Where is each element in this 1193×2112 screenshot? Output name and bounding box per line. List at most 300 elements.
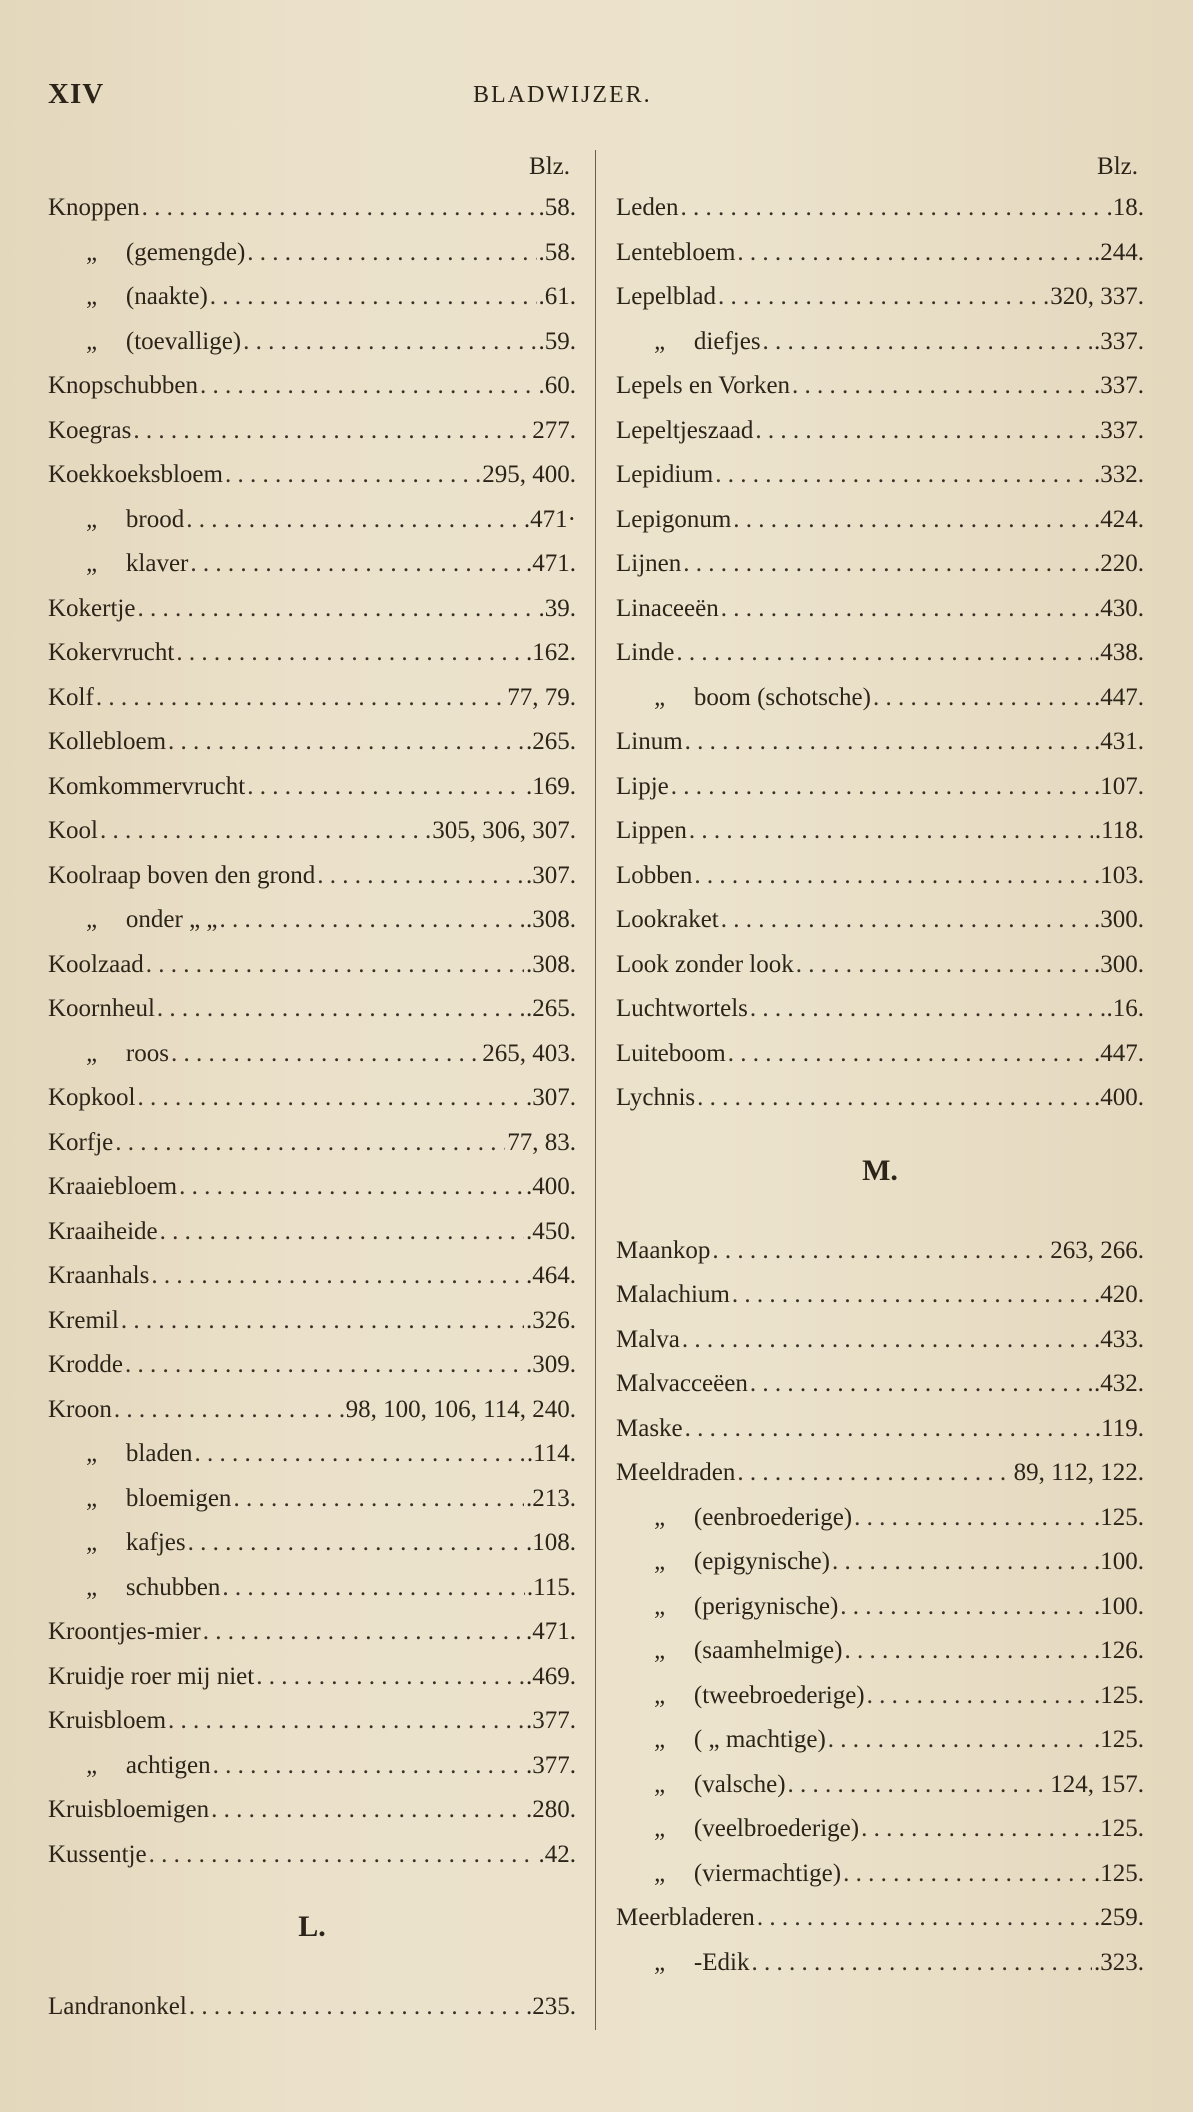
entry-pages: .58. [538,194,576,221]
dot-leader [682,1318,1092,1363]
entry-term: diefjes [693,327,761,355]
entry-pages: .438. [1094,639,1144,666]
entry-term: Kool [48,817,98,844]
index-entry [616,1229,1144,1274]
index-entry [48,1655,576,1700]
dot-leader [788,1763,1049,1808]
ditto-mark: „ [654,1592,668,1620]
entry-term: (valsche) [693,1770,786,1798]
ditto-mark: „ [86,906,100,933]
entry-term: Lookraket [616,906,719,933]
index-entry [48,186,576,231]
entry-term: (viermachtige) [693,1859,842,1887]
entry-pages: .125. [1094,1681,1144,1709]
ditto-mark: „ [86,283,100,310]
index-entry [616,1941,1144,1986]
ditto-mark: „ [86,238,100,266]
entry-term: Lijnen [616,550,682,577]
dot-leader [840,1585,1092,1630]
index-entry [616,1674,1144,1719]
index-entry [616,943,1144,988]
index-entry [616,1318,1144,1363]
index-entry [48,1566,576,1611]
index-entry [48,231,576,276]
dot-leader [685,720,1092,765]
dot-leader [96,676,505,721]
dot-leader [763,320,1092,365]
entry-pages: .58. [538,238,576,266]
index-entry [48,409,576,454]
entry-pages: 77, 79. [507,683,576,711]
entry-term: Linum [616,728,683,755]
index-entry [616,1852,1144,1897]
index-entry [48,898,576,943]
entry-term: Knoppen [48,194,140,221]
blz-label: Blz. [529,153,570,180]
dot-leader [755,409,1092,454]
ditto-mark: „ [654,1637,668,1664]
index-entry [616,631,1144,676]
dot-leader [213,1744,524,1789]
index-entry [616,1032,1144,1077]
dot-leader [873,676,1092,721]
dot-leader [203,1610,524,1655]
index-entry [616,1807,1144,1852]
ditto-mark: „ [86,327,100,355]
entry-pages: .337. [1094,372,1144,399]
index-column-right [616,148,1144,1985]
entry-list [616,186,1144,1121]
entry-term: -Edik [693,1948,750,1976]
entry-pages: .464. [526,1262,576,1289]
index-entry [48,1032,576,1077]
entry-pages: .125. [1094,1859,1144,1887]
page-header [48,78,1148,118]
column-divider [595,150,596,2030]
dot-leader [210,275,537,320]
ditto-mark: „ [654,683,668,711]
entry-term: Kroon [48,1395,112,1423]
entry-term: (naakte) [125,283,208,310]
dot-leader [168,1699,524,1744]
entry-term: (tweebroederige) [693,1681,865,1709]
entry-pages: .300. [1094,906,1144,933]
dot-leader [179,1165,524,1210]
entry-term: Linde [616,639,675,666]
dot-leader [721,898,1092,943]
entry-term: Koolraap boven den grond [48,861,316,889]
dot-leader [683,542,1092,587]
entry-pages: .323. [1094,1948,1144,1976]
index-entry [616,1451,1144,1496]
entry-pages: .169. [526,772,576,800]
entry-term: Kruisbloem [48,1707,167,1734]
dot-leader [680,186,1104,231]
index-entry [48,854,576,899]
entry-pages: .332. [1094,461,1144,488]
index-entry [48,1210,576,1255]
entry-pages: .59. [538,327,576,355]
dot-leader [867,1674,1092,1719]
dot-leader [828,1718,1092,1763]
index-entry [616,453,1144,498]
entry-term: (eenbroederige) [693,1503,853,1531]
entry-term: Kolf [48,683,94,711]
ditto-mark: „ [86,1440,100,1467]
entry-pages: 98, 100, 106, 114, 240. [345,1395,576,1423]
dot-leader [114,1388,344,1433]
index-entry [616,186,1144,231]
dot-leader [247,231,536,276]
dot-leader [715,453,1092,498]
entry-pages: .309. [526,1351,576,1378]
entry-term: Lepels en Vorken [616,372,791,399]
entry-pages: 89, 112, 122. [1013,1459,1144,1486]
dot-leader [757,1896,1092,1941]
entry-term: Krodde [48,1351,123,1378]
dot-leader [256,1655,524,1700]
index-entry [48,1343,576,1388]
entry-pages: 277. [532,416,576,444]
entry-pages: .114. [526,1440,576,1467]
dot-leader [728,1032,1092,1077]
entry-term: Leden [616,194,679,221]
index-entry [48,720,576,765]
dot-leader [233,1477,524,1522]
index-entry [616,320,1144,365]
entry-pages: .307. [526,861,576,889]
dot-leader [138,1076,525,1121]
ditto-mark: „ [654,1770,668,1798]
index-entry [48,1076,576,1121]
ditto-mark: „ [654,1859,668,1887]
entry-pages: 295, 400. [482,461,576,488]
index-entry [616,542,1144,587]
entry-term: Kokertje [48,594,136,622]
index-entry [48,987,576,1032]
ditto-mark: „ [654,1503,668,1531]
index-entry [48,1699,576,1744]
index-entry [48,364,576,409]
ditto-mark: „ [654,327,668,355]
entry-term: Kraaiebloem [48,1173,178,1200]
ditto-mark: „ [86,1484,100,1512]
dot-leader [737,231,1092,276]
entry-pages: 124, 157. [1050,1770,1144,1798]
dot-leader [160,1210,524,1255]
entry-term: Linaceeën [616,594,719,622]
entry-term: Lippen [616,817,687,844]
index-entry [48,676,576,721]
entry-pages: .447. [1094,683,1144,711]
index-entry [616,1763,1144,1808]
index-entry [48,1833,576,1878]
entry-pages: .471. [526,550,576,577]
entry-pages: .432. [1094,1370,1144,1397]
entry-term: kafjes [125,1529,186,1556]
entry-pages: .471· [523,505,576,533]
entry-pages: .235. [526,1993,576,2020]
dot-leader [171,1032,480,1077]
dot-leader [190,542,524,587]
dot-leader [751,1941,1092,1986]
entry-pages: .42. [538,1840,576,1868]
entry-term: Kroontjes-mier [48,1618,201,1645]
entry-term: Kollebloem [48,728,167,755]
entry-pages: .103. [1094,861,1144,889]
index-entry [616,1896,1144,1941]
dot-leader [832,1540,1092,1585]
index-entry [616,1076,1144,1121]
ditto-mark: „ [86,1529,100,1556]
dot-leader [211,1788,524,1833]
entry-pages: .125. [1094,1503,1144,1531]
entry-term: Kremil [48,1306,119,1334]
entry-term: Kruisbloemigen [48,1796,210,1823]
dot-leader [861,1807,1092,1852]
dot-leader [222,1566,525,1611]
dot-leader [137,587,536,632]
ditto-mark: „ [654,1548,668,1575]
entry-pages: .447. [1094,1039,1144,1067]
entry-pages: .18. [1106,194,1144,221]
dot-leader [168,720,524,765]
entry-term: (perigynische) [693,1592,839,1620]
entry-pages: .400. [1094,1084,1144,1111]
entry-term: Lychnis [616,1084,696,1111]
entry-term: achtigen [125,1751,211,1779]
index-entry [48,1121,576,1166]
index-entry [616,1496,1144,1541]
entry-term: Koegras [48,416,132,444]
entry-term: onder „ „ [125,906,218,933]
entry-pages: .244. [1094,238,1144,266]
dot-leader [671,765,1092,810]
entry-term: Lentebloem [616,238,736,266]
dot-leader [718,275,1048,320]
index-entry [616,1273,1144,1318]
index-entry [616,409,1144,454]
entry-term: Kopkool [48,1084,136,1111]
entry-pages: .430. [1094,594,1144,622]
entry-pages: .377. [526,1751,576,1779]
entry-pages: .307. [526,1084,576,1111]
index-entry [48,320,576,365]
section-letter: L. [298,1910,326,1943]
dot-leader [733,498,1092,543]
index-entry [616,1718,1144,1763]
dot-leader [843,1852,1092,1897]
index-entry [48,1477,576,1522]
entry-pages: .100. [1094,1592,1144,1620]
index-entry [48,1388,576,1433]
entry-term: Koolzaad [48,950,144,978]
entry-term: (saamhelmige) [693,1637,843,1664]
entry-pages: 320, 337. [1050,283,1144,310]
entry-pages: .400. [526,1173,576,1200]
dot-leader [200,364,537,409]
entry-term: Malvacceëen [616,1370,748,1397]
entry-term: bloemigen [125,1484,232,1512]
entry-pages: 305, 306, 307. [432,817,576,844]
index-entry [48,1985,576,2030]
dot-leader [146,943,524,988]
entry-term: Landranonkel [48,1993,187,2020]
entry-term: Luchtwortels [616,995,748,1022]
entry-list [616,1229,1144,1986]
index-entry [48,1788,576,1833]
entry-term: Meeldraden [616,1459,736,1486]
index-entry [616,1585,1144,1630]
index-entry [48,1610,576,1655]
entry-pages: .108. [526,1529,576,1556]
entry-pages: .213. [526,1484,576,1512]
dot-leader [697,1076,1092,1121]
entry-term: Look zonder look [616,950,794,978]
index-entry [616,1407,1144,1452]
entry-pages: .420. [1094,1281,1144,1308]
entry-term: boom (schotsche) [693,683,871,711]
entry-pages: .469. [526,1662,576,1690]
dot-leader [151,1254,524,1299]
dot-leader [220,898,524,943]
entry-pages: .450. [526,1217,576,1245]
entry-term: roos [125,1039,169,1067]
dot-leader [317,854,524,899]
index-entry [616,587,1144,632]
entry-term: Luiteboom [616,1039,726,1067]
index-entry [616,1629,1144,1674]
entry-pages: .424. [1094,505,1144,533]
entry-pages: .61. [538,283,576,310]
dot-leader [157,987,524,1032]
entry-term: Knopschubben [48,372,198,399]
page-number: XIV [48,78,105,110]
entry-term: Lepeltjeszaad [616,416,754,444]
entry-pages: .308. [526,950,576,978]
index-entry [616,364,1144,409]
dot-leader [121,1299,524,1344]
entry-pages: .433. [1094,1325,1144,1353]
ditto-mark: „ [654,1815,668,1842]
index-entry [48,498,576,543]
dot-leader [125,1343,524,1388]
entry-pages: .308. [526,906,576,933]
dot-leader [115,1121,505,1166]
entry-pages: .265. [526,728,576,755]
dot-leader [694,854,1092,899]
dot-leader [186,498,522,543]
dot-leader [796,943,1092,988]
entry-term: schubben [125,1573,221,1601]
entry-term: Lepidium [616,461,714,488]
index-column-left [48,148,576,2030]
dot-leader [721,587,1092,632]
dot-leader [149,1833,537,1878]
index-entry [616,854,1144,899]
entry-term: Lobben [616,861,693,889]
entry-term: Lepigonum [616,505,732,533]
index-entry [616,1540,1144,1585]
entry-term: ( „ machtige) [693,1726,826,1753]
index-entry [616,765,1144,810]
entry-pages: .119. [1094,1414,1144,1442]
entry-list [48,1985,576,2030]
index-entry [48,765,576,810]
dot-leader [225,453,480,498]
entry-pages: .125. [1094,1815,1144,1842]
dot-leader [844,1629,1092,1674]
blz-label: Blz. [1097,153,1138,180]
index-entry [48,275,576,320]
ditto-mark: „ [654,1726,668,1753]
dot-leader [188,1521,524,1566]
index-entry [48,1521,576,1566]
index-entry [48,1254,576,1299]
entry-pages: .471. [526,1618,576,1645]
section-letter: M. [862,1153,898,1187]
dot-leader [750,1362,1092,1407]
index-entry [616,898,1144,943]
entry-term: Korfje [48,1128,114,1156]
dot-leader [689,809,1093,854]
entry-term: Kussentje [48,1840,147,1868]
dot-leader [854,1496,1092,1541]
index-entry [48,542,576,587]
dot-leader [792,364,1092,409]
ditto-mark: „ [86,1573,100,1601]
dot-leader [100,809,430,854]
entry-term: Maske [616,1414,683,1442]
entry-pages: .337. [1094,416,1144,444]
dot-leader [247,765,524,810]
ditto-mark: „ [86,505,100,533]
entry-term: (veelbroederige) [693,1815,860,1842]
index-entry [48,943,576,988]
index-entry [616,498,1144,543]
index-entry [48,1432,576,1477]
entry-pages: .16. [1106,995,1144,1022]
entry-pages: .377. [526,1707,576,1734]
entry-pages: .118. [1094,817,1144,844]
index-entry [48,631,576,676]
ditto-mark: „ [654,1681,668,1709]
index-entry [616,275,1144,320]
entry-pages: .300. [1094,950,1144,978]
entry-term: brood [125,505,185,533]
entry-term: Kokervrucht [48,639,175,666]
index-entry [48,809,576,854]
entry-pages: .100. [1094,1548,1144,1575]
entry-pages: .337. [1094,327,1144,355]
entry-term: Maankop [616,1236,711,1264]
entry-pages: .220. [1094,550,1144,577]
dot-leader [176,631,524,676]
ditto-mark: „ [86,1751,100,1779]
entry-term: (epigynische) [693,1548,830,1575]
entry-term: klaver [125,550,189,577]
index-entry [48,1299,576,1344]
dot-leader [750,987,1105,1032]
entry-term: Kraaiheide [48,1217,158,1245]
index-entry [48,453,576,498]
index-entry [616,809,1144,854]
dot-leader [732,1273,1092,1318]
entry-term: Kraanhals [48,1262,150,1289]
entry-term: Kruidje roer mij niet [48,1662,255,1690]
index-entry [616,720,1144,765]
entry-pages: .115. [526,1573,576,1601]
